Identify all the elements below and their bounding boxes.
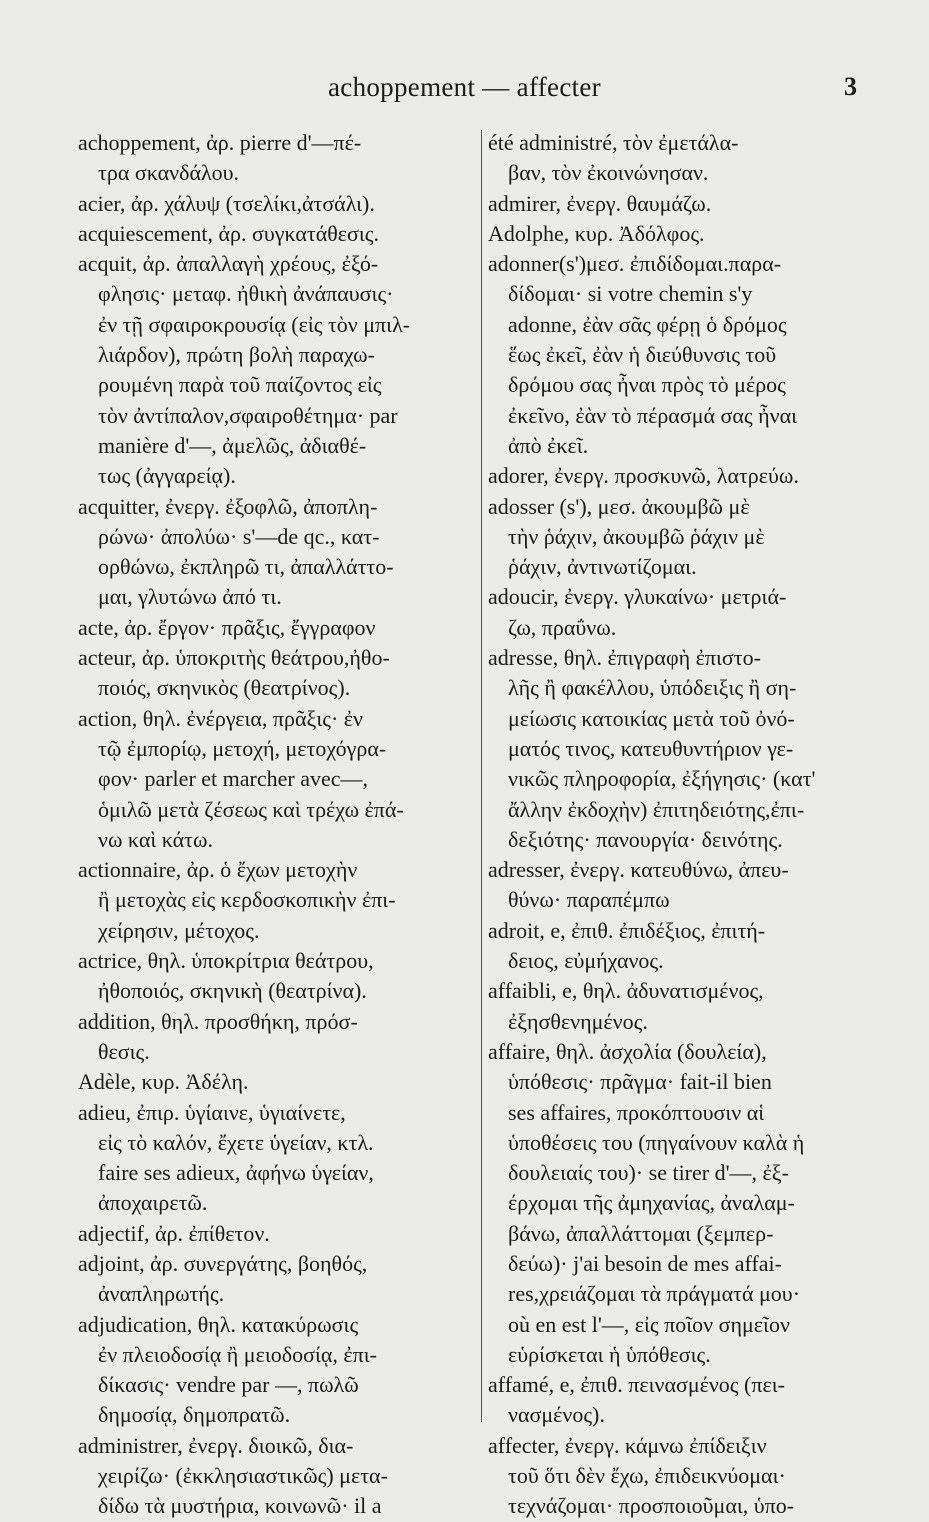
right-column [488,128,876,1522]
dictionary-entry [78,219,470,249]
entry-headline: adroit, e, ἐπιθ. ἐπιδέξιος, ἐπιτή- [488,917,766,943]
entry-headline: adorer, ἐνεργ. προσκυνῶ, λατρεύω. [488,463,799,489]
dictionary-entry [78,1310,470,1431]
entry-continuation: δουλειαίς του)· se tirer d'—, ἐξ- [508,1160,789,1186]
entry-headline: été administré, τὸν ἐμετάλα- [488,130,739,155]
entry-continuation: ορθώνω, ἐκπληρῶ τι, ἀπαλλάττο- [98,554,394,580]
entry-continuation: manière d'—, ἀμελῶς, ἀδιαθέ- [98,432,367,458]
entry-continuation: δεξιότης· πανουργία· δεινότης. [508,826,783,852]
entry-continuation: δίδω τὰ μυστήρια, κοινωνῶ· il a [98,1493,382,1519]
entry-continuation: ὑπόθεσις· πρᾶγμα· fait-il bien [508,1069,772,1095]
entry-headline: Adèle, κυρ. Ἀδέλη. [78,1069,249,1095]
dictionary-entry [488,128,876,189]
dictionary-entry [78,1007,470,1068]
entry-headline: adjoint, ἀρ. συνεργάτης, βοηθός, [78,1250,368,1276]
entry-headline: affecter, ἐνεργ. κάμνω ἐπίδειξιν [488,1432,767,1458]
dictionary-entry [78,1067,470,1097]
entry-continuation: ἐν πλειοδοσίᾳ ἢ μειοδοσίᾳ, ἐπι- [98,1341,378,1367]
entry-continuation: ἐξησθενημένος. [508,1008,648,1034]
entry-continuation: ἢ μετοχὰς εἰς κερδοσκοπικὴν ἐπι- [98,887,396,913]
running-head: achoppement — affecter [328,72,601,102]
entry-headline: affaibli, e, θηλ. ἀδυνατισμένος, [488,978,764,1004]
dictionary-entry [78,492,470,613]
dictionary-entry [488,1037,876,1370]
entry-continuation: εἰς τὸ καλόν, ἔχετε ὑγείαν, κτλ. [98,1129,374,1155]
entry-continuation: δίκασις· vendre par —, πωλῶ [98,1372,359,1398]
entry-headline: affaire, θηλ. ἀσχολία (δουλεία), [488,1038,767,1064]
entry-continuation: τὸν ἀντίπαλον,σφαιροθέτημα· par [98,402,398,428]
entry-continuation: χείρησιν, μέτοχος. [98,917,260,943]
entry-headline: addition, θηλ. προσθήκη, πρόσ- [78,1008,358,1034]
dictionary-entry [488,916,876,977]
entry-continuation: ἀναπληρωτής. [98,1281,225,1307]
column-divider [481,130,482,1422]
dictionary-entry [488,582,876,643]
entry-continuation: ῥάχιν, ἀντινωτίζομαι. [508,554,697,580]
entry-headline: adoucir, ἐνεργ. γλυκαίνω· μετριά- [488,584,787,610]
entry-continuation: τοῦ ὅτι δὲν ἔχω, ἐπιδεικνύομαι· [508,1463,786,1489]
entry-continuation: ἀπὸ ἐκεῖ. [508,432,589,458]
entry-continuation: ἐκεῖνο, ἐὰν τὸ πέρασμά σας ἦναι [508,402,798,428]
entry-continuation: ὁμιλῶ μετὰ ζέσεως καὶ τρέχω ἐπά- [98,796,404,822]
dictionary-entry [488,643,876,855]
dictionary-entry [488,189,876,219]
entry-continuation: εὑρίσκεται ἡ ὑπόθεσις. [508,1341,711,1367]
entry-continuation: ζω, πραΰνω. [508,614,617,640]
entry-headline: acquitter, ἐνεργ. ἐξοφλῶ, ἀποπλη- [78,493,378,519]
entry-continuation: νασμένος). [508,1402,605,1428]
entry-headline: admirer, ἐνεργ. θαυμάζω. [488,190,712,216]
entry-continuation: τῷ ἐμπορίῳ, μετοχή, μετοχόγρα- [98,735,387,761]
entry-continuation: θύνω· παραπέμπω [508,887,670,913]
entry-continuation: ὑποθέσεις του (πηγαίνουν καλὰ ἡ [508,1129,805,1155]
entry-continuation: faire ses adieux, ἀφήνω ὑγείαν, [98,1160,374,1186]
entry-continuation: βαν, τὸν ἐκοινώνησαν. [508,160,709,186]
dictionary-entry [78,643,470,704]
dictionary-entry [78,946,470,1007]
entry-continuation: έρχομαι τῆς ἀμηχανίας, ἀναλαμ- [508,1190,795,1216]
entry-continuation: ποιός, σκηνικὸς (θεατρίνος). [98,675,351,701]
entry-continuation: ἐν τῇ σφαιροκρουσίᾳ (εἰς τὸν μπιλ- [98,311,411,337]
entry-continuation: ses affaires, προκόπτουσιν αἱ [508,1099,765,1125]
entry-headline: achoppement, ἀρ. pierre d'—πέ- [78,130,362,155]
entry-headline: adjectif, ἀρ. ἐπίθετον. [78,1220,270,1246]
entry-continuation: φλησις· μεταφ. ἠθικὴ ἀνάπαυσις· [98,281,394,307]
entry-continuation: ρουμένη παρὰ τοῦ παίζοντος εἰς [98,372,382,398]
entry-headline: adonner(s')μεσ. ἐπιδίδομαι.παρα- [488,251,782,277]
dictionary-entry [78,855,470,946]
entry-continuation: λῆς ἢ φακέλλου, ὑπόδειξις ἢ ση- [508,675,797,701]
dictionary-entry [78,249,470,491]
dictionary-entry [488,855,876,916]
entry-continuation: ἠθοποιός, σκηνικὴ (θεατρίνα). [98,978,367,1004]
entry-headline: actionnaire, ἀρ. ὁ ἔχων μετοχὴν [78,857,358,883]
page-number: 3 [844,72,857,101]
dictionary-entry [488,492,876,583]
dictionary-entry [488,219,876,249]
dictionary-entry [78,1431,470,1522]
entry-continuation: μαι, γλυτώνω ἀπό τι. [98,584,282,610]
entry-headline: adosser (s'), μεσ. ἀκουμβῶ μὲ [488,493,750,519]
entry-continuation: adonne, ἐὰν σᾶς φέρῃ ὁ δρόμος [508,311,787,337]
entry-headline: acquiescement, ἀρ. συγκατάθεσις. [78,220,380,246]
entry-continuation: τως (ἀγγαρείᾳ). [98,463,236,489]
entry-headline: adresser, ἐνεργ. κατευθύνω, ἀπευ- [488,857,789,883]
dictionary-entry [78,1249,470,1310]
entry-continuation: ἀποχαιρετῶ. [98,1190,208,1216]
entry-headline: administrer, ἐνεργ. διοικῶ, δια- [78,1432,354,1458]
entry-headline: Adolphe, κυρ. Ἀδόλφος. [488,220,705,246]
entry-headline: adjudication, θηλ. κατακύρωσις [78,1311,359,1337]
entry-continuation: λιάρδον), πρώτη βολὴ παραχω- [98,342,375,368]
dictionary-entry [488,461,876,491]
entry-headline: actrice, θηλ. ὑποκρίτρια θεάτρου, [78,948,374,974]
entry-continuation: νω καὶ κάτω. [98,826,214,852]
entry-continuation: ματός τινος, κατευθυντήριον γε- [508,735,794,761]
entry-continuation: χειρίζω· (ἐκκλησιαστικῶς) μετα- [98,1463,388,1489]
entry-continuation: τρα σκανδάλου. [98,160,240,186]
entry-continuation: ἕως ἐκεῖ, ἐὰν ἡ διεύθυνσις τοῦ [508,342,777,368]
entry-continuation: θεσις. [98,1038,150,1064]
entry-continuation: βάνω, ἀπαλλάττομαι (ξεμπερ- [508,1220,774,1246]
dictionary-entry [78,1219,470,1249]
entry-continuation: τεχνάζομαι· προσποιοῦμαι, ὑπο- [508,1493,795,1519]
dictionary-entry [488,976,876,1037]
entry-continuation: τὴν ῥάχιν, ἀκουμβῶ ῥάχιν μὲ [508,523,765,549]
entry-continuation: μείωσις κατοικίας μετὰ τοῦ ὀνό- [508,705,795,731]
entry-continuation: δρόμου σας ἦναι πρὸς τὸ μέρος [508,372,786,398]
entry-headline: acier, ἀρ. χάλυψ (τσελίκι,ἀτσάλι). [78,190,375,216]
entry-headline: adresse, θηλ. ἐπιγραφὴ ἐπιστο- [488,645,761,671]
entry-continuation: res,χρειάζομαι τὰ πράγματά μου· [508,1281,801,1307]
dictionary-entry [78,189,470,219]
dictionary-entry [488,1370,876,1431]
entry-continuation: δημοσίᾳ, δημοπρατῶ. [98,1402,291,1428]
dictionary-entry [78,128,470,189]
dictionary-entry [78,1098,470,1219]
entry-headline: acteur, ἀρ. ὑποκριτὴς θεάτρου,ἠθο- [78,645,390,671]
entry-continuation: φον· parler et marcher avec—, [98,766,368,792]
left-column [78,128,470,1522]
entry-headline: action, θηλ. ἐνέργεια, πρᾶξις· ἐν [78,705,363,731]
dictionary-entry [78,704,470,855]
entry-continuation: δεύω)· j'ai besoin de mes affai- [508,1250,782,1276]
entry-continuation: νικῶς πληροφορία, ἐξήγησις· (κατ' [508,766,816,792]
entry-continuation: ἄλλην ἐκδοχὴν) ἐπιτηδειότης,ἐπι- [508,796,805,822]
entry-continuation: où en est l'—, εἰς ποῖον σημεῖον [508,1311,790,1337]
dictionary-entry [488,249,876,461]
entry-continuation: δίδομαι· si votre chemin s'y [508,281,753,307]
entry-headline: adieu, ἐπιρ. ὑγίαινε, ὑγιαίνετε, [78,1099,346,1125]
dictionary-entry [488,1431,876,1522]
entry-headline: affamé, e, ἐπιθ. πεινασμένος (πει- [488,1372,785,1398]
entry-continuation: ρώνω· ἀπολύω· s'—de qc., κατ- [98,523,380,549]
dictionary-entry [78,613,470,643]
entry-continuation: δειος, εὐμήχανος. [508,948,664,974]
entry-headline: acquit, ἀρ. ἀπαλλαγὴ χρέους, ἐξό- [78,251,379,277]
entry-headline: acte, ἀρ. ἔργον· πρᾶξις, ἔγγραφον [78,614,376,640]
